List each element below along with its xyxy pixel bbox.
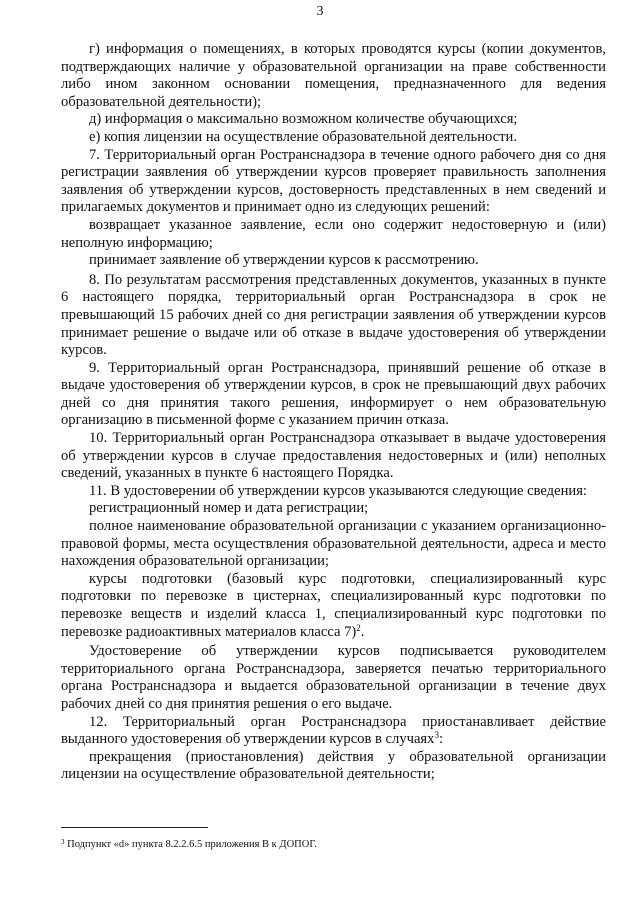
- paragraph-11-org-name: полное наименование образовательной организации с указанием организационно-правовой формы, места осуществления образовательной деятельности, адреса и место нахождения образовательной организации;: [61, 518, 606, 570]
- paragraph-12-suspension-text: 12. Территориальный орган Ространснадзора приостанавливает действие выданного удостоверения об утверждении курсов в случаях: [61, 713, 606, 748]
- paragraph-e-license-copy: е) копия лицензии на осуществление образовательной деятельности.: [89, 128, 517, 145]
- paragraph-11-courses: [61, 571, 606, 641]
- paragraph-11-courses-text: курсы подготовки (базовый курс подготовки, специализированный курс подготовки по перевозке в цистернах, специализированный курс подготовки по перевозке веществ и изделий класса 1, специализированный курс подготовки по перевозке радиоактивных материалов класса 7): [61, 570, 606, 640]
- footnote-divider: [61, 827, 208, 828]
- footnote-text: Подпункт «d» пункта 8.2.2.6.5 приложения B к ДОПОГ.: [64, 839, 317, 850]
- paragraph-9-refusal-notice: 9. Территориальный орган Ространснадзора, принявший решение об отказе в выдаче удостоверения об утверждении курсов, в срок не превышающий двух рабочих дней со дня принятия такого решения, информирует о нем образовательную организацию в письменной форме с указанием причин отказа.: [61, 359, 606, 429]
- paragraph-11-registration: регистрационный номер и дата регистрации;: [89, 500, 369, 517]
- paragraph-11-certificate-contents: 11. В удостоверении об утверждении курсов указываются следующие сведения:: [89, 482, 587, 499]
- paragraph-certificate-signing: Удостоверение об утверждении курсов подписывается руководителем территориального органа Ространснадзора, заверяется печатью территориального органа Ространснадзора и выдается образовательной организации в течение двух рабочих дней со дня принятия решения о его выдаче.: [61, 643, 606, 712]
- paragraph-11-courses-end: .: [360, 623, 365, 640]
- paragraph-10-refusal-grounds: 10. Территориальный орган Ространснадзора отказывает в выдаче удостоверения об утверждении курсов в случае предоставления недостоверных и (или) неполных сведений, указанных в пункте 6 настоящего Порядка.: [61, 430, 606, 482]
- footnote-ref-3: 3: [434, 730, 439, 741]
- footnote: [61, 838, 606, 851]
- paragraph-12-suspension-end: :: [438, 731, 444, 748]
- document-body: [61, 41, 606, 784]
- paragraph-8-decision: 8. По результатам рассмотрения представленных документов, указанных в пункте 6 настоящего порядка, территориальный орган Ространснадзора в срок не превышающий 15 рабочих дней со дня регистрации заявления об утверждении курсов принимает решение о выдаче или об отказе в выдаче удостоверения об утверждении курсов.: [61, 271, 606, 359]
- paragraph-7-review: 7. Территориальный орган Ространснадзора в течение одного рабочего дня со дня регистрации заявления об утверждении курсов проверяет правильность заполнения заявления об утверждении курсов, достоверность представленных в нем сведений и прилагаемых документов и принимает одно из следующих решений:: [61, 146, 606, 216]
- footnote-mark: 3: [61, 838, 65, 846]
- paragraph-d-max-students: д) информация о максимально возможном количестве обучающихся;: [89, 111, 518, 128]
- paragraph-7-accept-option: принимает заявление об утверждении курсов к рассмотрению.: [89, 252, 479, 269]
- paragraph-12-suspension: [61, 714, 606, 749]
- paragraph-g-premises: г) информация о помещениях, в которых проводятся курсы (копии документов, подтверждающих наличие у образовательной организации на праве собственности либо ином законном основании помещения, предназначенного для ведения образовательной деятельности);: [61, 41, 606, 110]
- page-number: 3: [316, 4, 324, 19]
- paragraph-7-return-option: возвращает указанное заявление, если оно содержит недостоверную и (или) неполную информацию;: [61, 216, 606, 251]
- paragraph-12-license-termination: прекращения (приостановления) действия у образовательной организации лицензии на осуществление образовательной деятельности;: [61, 748, 606, 783]
- footnote-ref-2: 2: [356, 622, 361, 633]
